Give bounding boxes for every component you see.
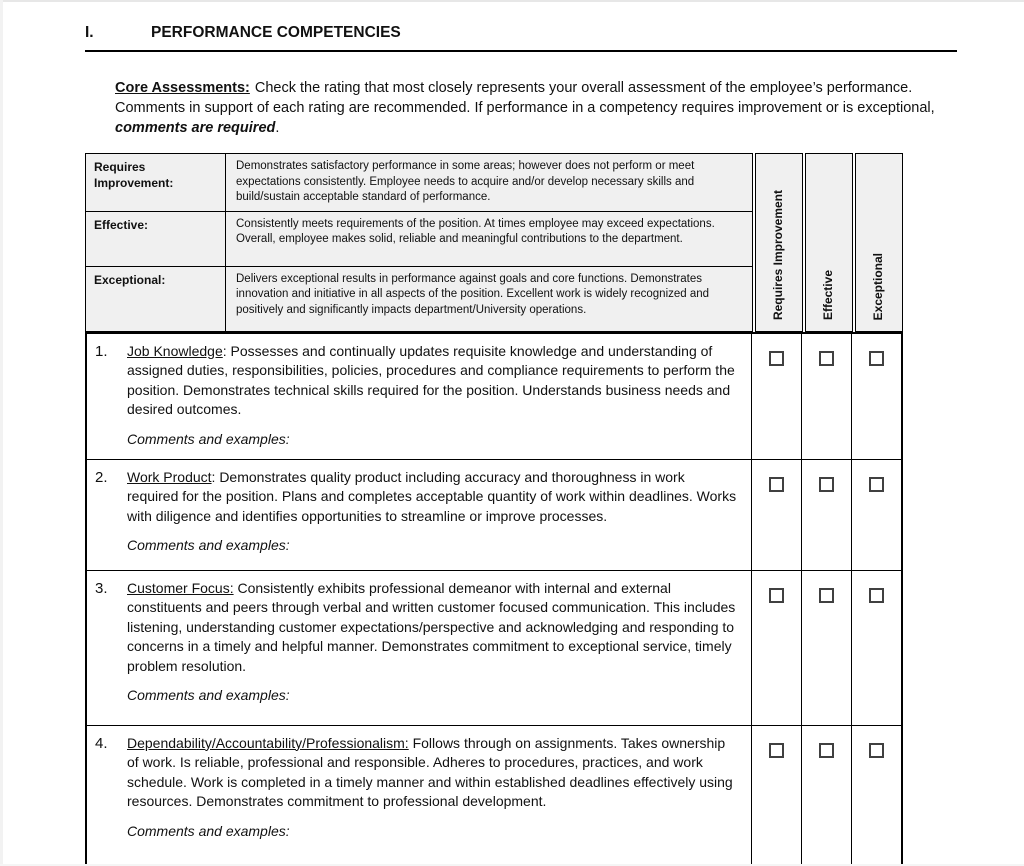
rating-cell-requires-improvement xyxy=(751,571,801,725)
rating-definitions-table xyxy=(85,153,753,332)
competency-number: 4. xyxy=(95,734,108,752)
intro-paragraph xyxy=(115,78,943,138)
rating-cell-effective xyxy=(801,460,851,570)
page-edge-top xyxy=(0,0,1024,2)
rating-column-label: Requires Improvement xyxy=(771,190,786,321)
competency-main-cell xyxy=(87,726,751,864)
item-4-checkbox-requires-improvement[interactable] xyxy=(769,743,784,758)
competency-description: Consistently exhibits professional demeanor with internal and external constituents and peers through verbal and written customer focused communication. This includes listening, understanding customer expectations/perspective and acknowledging and responding to concerns in a timely and helpful manner. Demonstrates commitment to exceptional service, timely problem resolution. xyxy=(127,579,736,674)
intro-lead: Core Assessments: xyxy=(115,80,250,96)
item-3-checkbox-requires-improvement[interactable] xyxy=(769,588,784,603)
section-number: I. xyxy=(85,24,94,41)
section-heading xyxy=(85,24,957,52)
rating-column-label: Exceptional xyxy=(871,253,886,321)
definition-label: Requires Improvement: xyxy=(86,154,226,211)
competency-row-customer-focus xyxy=(87,570,901,725)
competency-description: Follows through on assignments. Takes ownership of work. Is reliable, professional and responsible. Adheres to procedures, practices, and work schedule. Work is completed in a timely manner and within established deadlines effectively using resources. Demonstrates commitment to professional development. xyxy=(127,734,733,809)
rating-column-header-exceptional xyxy=(855,153,903,332)
competency-main-cell xyxy=(87,571,751,725)
competency-number: 1. xyxy=(95,342,108,360)
definition-description: Demonstrates satisfactory performance in some areas; however does not perform or meet expectations consistently. Employee needs to acquire and/or develop necessary skills and build/sustain acceptable standard of performance. xyxy=(236,160,695,203)
competency-main-cell xyxy=(87,460,751,570)
item-2-checkbox-effective[interactable] xyxy=(819,477,834,492)
intro-period: . xyxy=(275,120,280,136)
rating-column-header-requires-improvement xyxy=(755,153,803,332)
rating-column-headers xyxy=(753,153,903,332)
rating-cell-exceptional xyxy=(851,334,901,459)
definition-description: Delivers exceptional results in performance against goals and core functions. Demonstrates innovation and initiative in all aspects of the position. Excellent work is widely recognized and positively and significantly impacts department/University operations. xyxy=(236,272,710,316)
item-4-checkbox-effective[interactable] xyxy=(819,743,834,758)
definition-row-effective xyxy=(86,212,752,267)
comments-label: Comments and examples: xyxy=(127,687,290,703)
comments-label: Comments and examples: xyxy=(127,822,290,839)
rating-cell-requires-improvement xyxy=(751,726,801,864)
intro-emphasis: comments are required xyxy=(115,120,276,136)
rating-column-label: Effective xyxy=(821,270,836,321)
rating-definitions-header xyxy=(85,153,903,332)
assessment-table xyxy=(85,153,903,866)
competency-title: Dependability/Accountability/Professionalism: xyxy=(127,734,409,751)
rating-cell-effective xyxy=(801,334,851,459)
item-3-checkbox-effective[interactable] xyxy=(819,588,834,603)
rating-cell-effective xyxy=(801,726,851,864)
competency-row-work-product xyxy=(87,459,901,570)
rating-column-header-effective xyxy=(805,153,853,332)
comments-label: Comments and examples: xyxy=(127,537,290,553)
competency-description: : Demonstrates quality product including accuracy and thoroughness in work required for the position. Plans and completes acceptable quantity of work within deadlines. Works with diligence and identifies opportunities to streamline or improve processes. xyxy=(127,468,737,524)
item-2-checkbox-requires-improvement[interactable] xyxy=(769,477,784,492)
rating-cell-exceptional xyxy=(851,460,901,570)
competency-row-job-knowledge xyxy=(87,334,901,459)
page-title: PERFORMANCE COMPETENCIES xyxy=(151,24,401,41)
competency-text xyxy=(127,579,739,677)
item-3-checkbox-exceptional[interactable] xyxy=(869,588,884,603)
competency-text xyxy=(127,734,739,812)
competency-description: : Possesses and continually updates requisite knowledge and understanding of assigned duties, responsibilities, policies, procedures and compliance requirements to perform the position. Demonstrates technical skills required for the position. Understands business needs and desired outcomes. xyxy=(127,342,735,417)
rating-cell-requires-improvement xyxy=(751,460,801,570)
item-1-checkbox-exceptional[interactable] xyxy=(869,351,884,366)
comments-label: Comments and examples: xyxy=(127,430,290,447)
competency-number: 3. xyxy=(95,579,108,597)
item-1-checkbox-requires-improvement[interactable] xyxy=(769,351,784,366)
rating-cell-exceptional xyxy=(851,571,901,725)
competency-title: Job Knowledge xyxy=(127,342,223,359)
rating-cell-exceptional xyxy=(851,726,901,864)
competency-row-dependability xyxy=(87,725,901,864)
item-4-checkbox-exceptional[interactable] xyxy=(869,743,884,758)
intro-body: Check the rating that most closely represents your overall assessment of the employee’s performance. Comments in support of each rating are recommended. If performance in a competency requires improvement or is exceptional, xyxy=(115,80,935,116)
definition-row-exceptional xyxy=(86,267,752,331)
competency-rows xyxy=(85,332,903,866)
competency-title: Work Product xyxy=(127,468,212,485)
definition-label: Exceptional: xyxy=(86,267,226,331)
definition-label: Effective: xyxy=(86,212,226,266)
definition-description: Consistently meets requirements of the position. At times employee may exceed expectations. Overall, employee makes solid, reliable and meaningful contributions to the department. xyxy=(236,217,715,245)
competency-title: Customer Focus: xyxy=(127,579,234,596)
rating-cell-requires-improvement xyxy=(751,334,801,459)
competency-number: 2. xyxy=(95,468,108,486)
definition-row-requires-improvement xyxy=(86,154,752,212)
page-edge-left xyxy=(0,0,3,866)
item-2-checkbox-exceptional[interactable] xyxy=(869,477,884,492)
competency-text xyxy=(127,468,739,527)
competency-main-cell xyxy=(87,334,751,459)
competency-text xyxy=(127,342,739,420)
item-1-checkbox-effective[interactable] xyxy=(819,351,834,366)
rating-cell-effective xyxy=(801,571,851,725)
